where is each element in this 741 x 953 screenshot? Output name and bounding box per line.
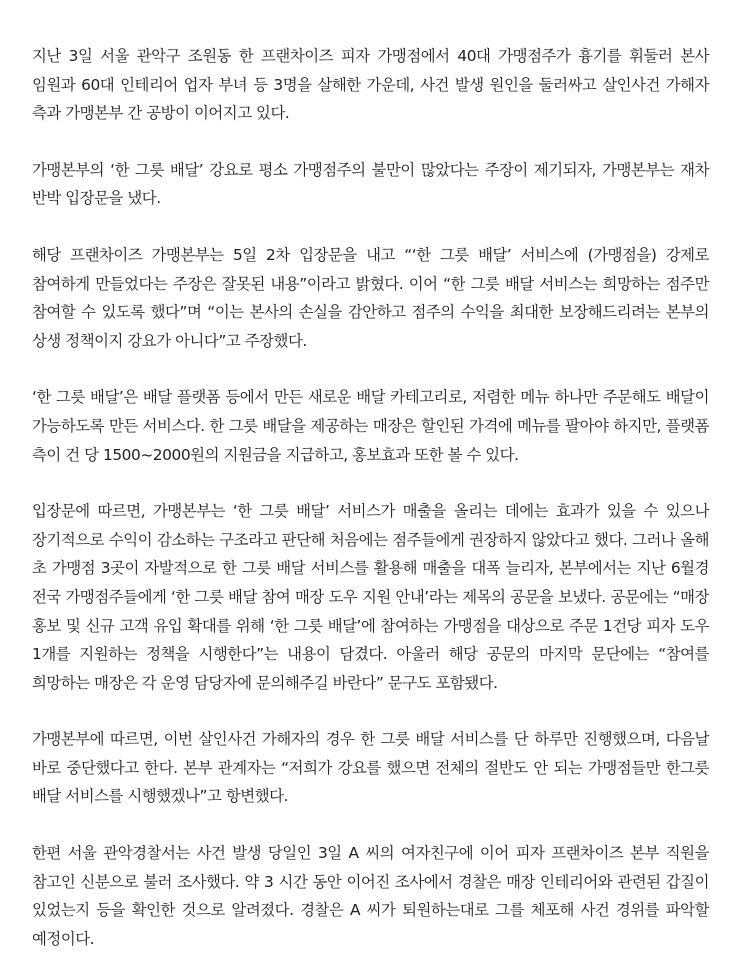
paragraph-2: 가맹본부의 ‘한 그릇 배달’ 강요로 평소 가맹점주의 불만이 많았다는 주장이 제기되자, 가맹본부는 재차 반박 입장문을 냈다. xyxy=(32,160,709,208)
paragraph-5: 입장문에 따르면, 가맹본부는 ‘한 그릇 배달’ 서비스가 매출을 올리는 데에는 효과가 있을 수 있으나 장기적으로 수익이 감소하는 구조라고 판단해 처음에는 점주들에게 권장하지 않았다고 했다. 그러나 올해 초 가맹점 3곳이 자발적으로 한 그릇 배달 서비스를 활용해 매출을 대폭 늘리자, 본부에서는 지난 6월경 전국 가맹점주들에게 ‘한 그릇 배달 참여 매장 도우 지원 안내’라는 제목의 공문을 보냈다. 공문에는 “매장 홍보 및 신규 고객 유입 확대를 위해 ‘한 그릇 배달’에 참여하는 가맹점을 대상으로 주문 1건당 피자 도우 1개를 지원하는 정책을 시행한다”는 내용이 담겼다. 아울러 해당 공문의 마지막 문단에는 “참여를 희망하는 매장은 각 운영 담당자에 문의해주길 바란다” 문구도 포함됐다. xyxy=(32,502,709,692)
paragraph-7: 한편 서울 관악경찰서는 사건 발생 당일인 3일 A 씨의 여자친구에 이어 피자 프랜차이즈 본부 직원을 참고인 신분으로 불러 조사했다. 약 3 시간 동안 이어진 조사에서 경찰은 매장 인테리어와 관련된 갑질이 있었는지 등을 확인한 것으로 알려졌다. 경찰은 A 씨가 퇴원하는대로 그를 체포해 사건 경위를 파악할 예정이다. xyxy=(32,844,709,948)
paragraph-4: ‘한 그릇 배달’은 배달 플랫폼 등에서 만든 새로운 배달 카테고리로, 저렴한 메뉴 하나만 주문해도 배달이 가능하도록 만든 서비스다. 한 그릇 배달을 제공하는 매장은 할인된 가격에 메뉴를 팔아야 하지만, 플랫폼 측이 건 당 1500~2000원의 지원금을 지급하고, 홍보효과 또한 볼 수 있다. xyxy=(32,388,709,464)
paragraph-6: 가맹본부에 따르면, 이번 살인사건 가해자의 경우 한 그릇 배달 서비스를 단 하루만 진행했으며, 다음날 바로 중단했다고 한다. 본부 관계자는 “저희가 강요를 했으면 전체의 절반도 안 되는 가맹점들만 한그릇 배달 서비스를 시행했겠나”고 항변했다. xyxy=(32,730,709,806)
paragraph-3: 해당 프랜차이즈 가맹본부는 5일 2차 입장문을 내고 “‘한 그릇 배달’ 서비스에 (가맹점을) 강제로 참여하게 만들었다는 주장은 잘못된 내용”이라고 밝혔다. 이어 “한 그릇 배달 서비스는 희망하는 점주만 참여할 수 있도록 했다”며 “이는 본사의 손실을 감안하고 점주의 수익을 최대한 보장해드리려는 본부의 상생 정책이지 강요가 아니다”고 주장했다. xyxy=(32,245,709,350)
paragraph-1: 지난 3일 서울 관악구 조원동 한 프랜차이즈 피자 가맹점에서 40대 가맹점주가 흉기를 휘둘러 본사 임원과 60대 인테리어 업자 부녀 등 3명을 살해한 가운데, 사건 발생 원인을 둘러싸고 살인사건 가해자 측과 가맹본부 간 공방이 이어지고 있다. xyxy=(32,47,709,123)
